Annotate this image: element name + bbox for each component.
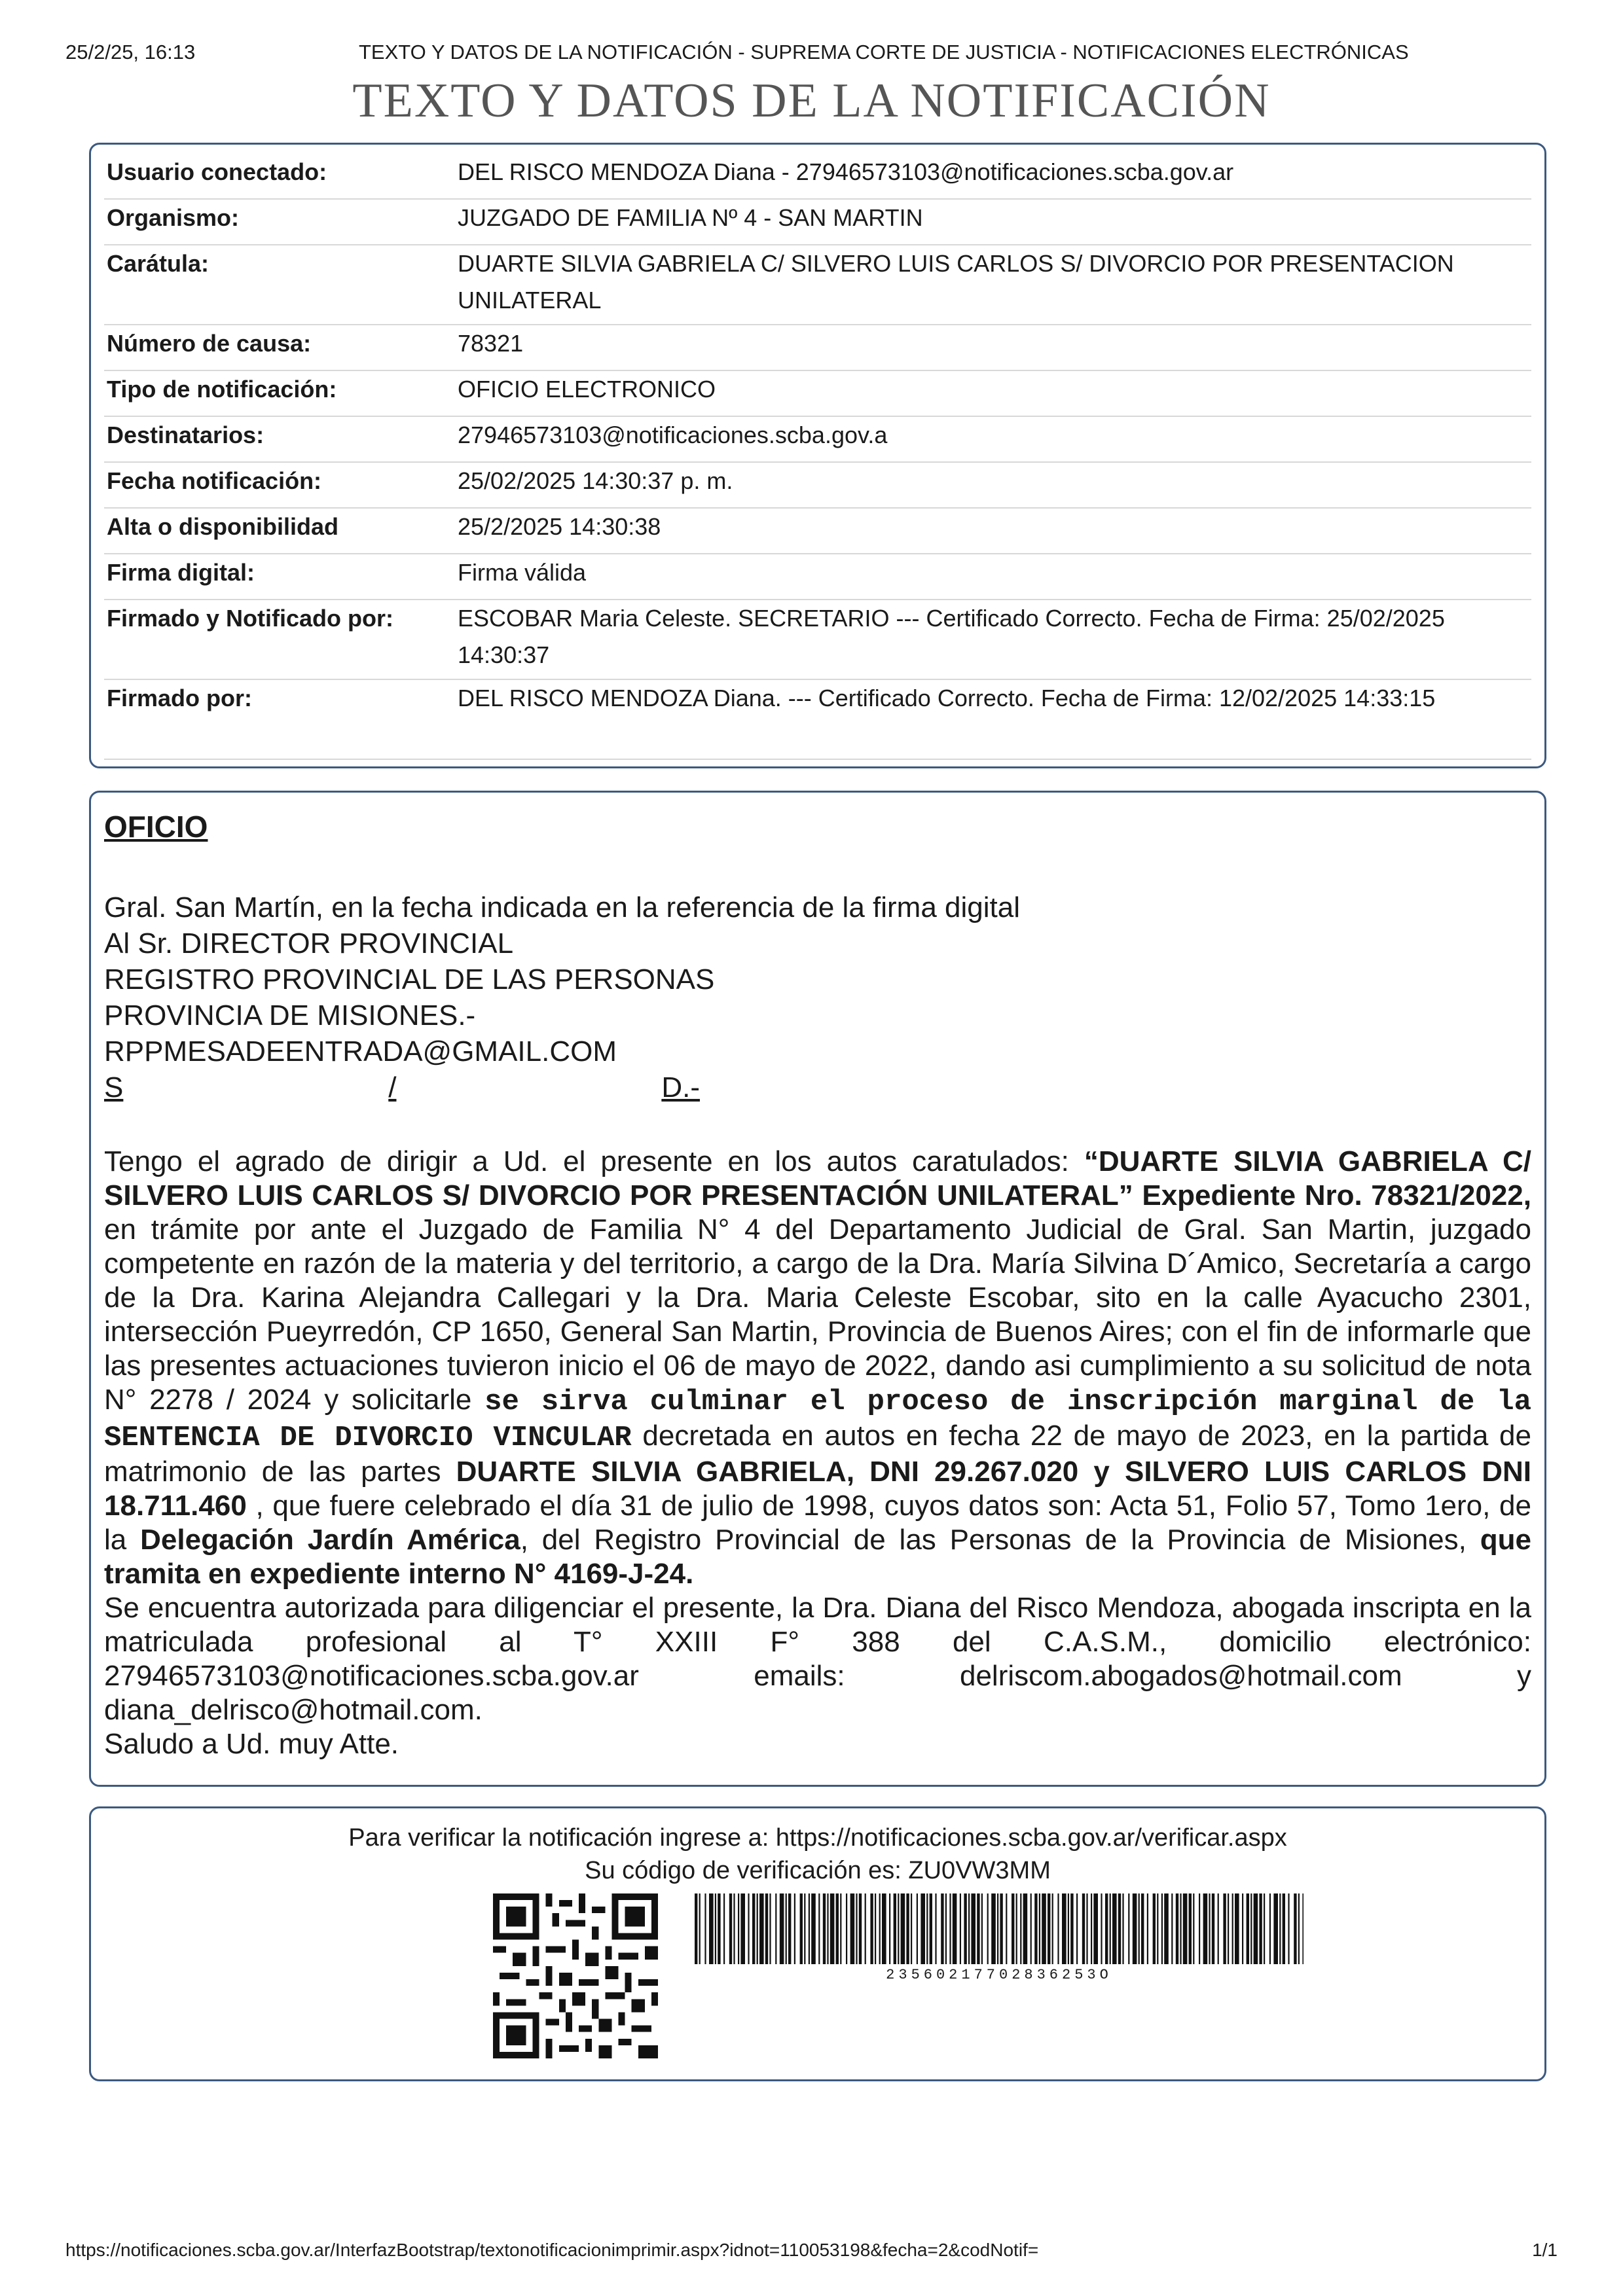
info-value: 27946573103@notificaciones.scba.gov.a [458,422,888,448]
oficio-address [104,889,1531,1105]
info-value: 78321 [458,330,524,357]
text-run: , que fuere celebrado el día 31 de julio de 1998, cuyos datos son: Acta 51, Folio 57, Tomo 1ero, de la [104,1490,1531,1556]
info-value: Firma válida [458,559,587,586]
verify-url-text: Para verificar la notificación ingrese a: https://notificaciones.scba.gov.ar/verificar.aspx [348,1824,1287,1852]
address-line: Al Sr. DIRECTOR PROVINCIAL [104,927,514,960]
oficio-paragraph-1 [104,1145,1531,1591]
info-row-firma-digital [104,554,1531,600]
info-row-alta [104,509,1531,554]
bold-run: DUARTE SILVIA GABRIELA, DNI 29.267.020 y SILVERO LUIS CARLOS DNI 18.711.460 [104,1456,1531,1522]
sd-d: D.- [661,1071,700,1103]
info-value: DEL RISCO MENDOZA Diana - 27946573103@notificaciones.scba.gov.ar [458,158,1234,185]
sd-line [104,1069,700,1105]
info-row-firmado-por [104,680,1531,760]
bold-run: que tramita en expediente interno N° 4169-J-24. [104,1524,1531,1590]
oficio-paragraph-2: Se encuentra autorizada para diligenciar el presente, la Dra. Diana del Risco Mendoza, abogada inscripta en la matriculada profesional al T° XXIII F° 388 del C.A.S.M., domicilio electrónico: 27946573103@notificaciones.scba.gov.ar emails: delriscom.abogados@hotmail.com y diana_delrisco@hotmail.com. [104,1592,1531,1726]
print-header [65,41,1558,67]
oficio-title: OFICIO [104,810,208,844]
info-label: Organismo: [107,204,240,231]
verification-panel [89,1806,1546,2081]
address-line: Gral. San Martín, en la fecha indicada en la referencia de la firma digital [104,891,1020,924]
info-row-tipo [104,371,1531,417]
info-value: 25/2/2025 14:30:38 [458,513,661,540]
qr-code-icon [493,1893,658,2058]
page-title: TEXTO Y DATOS DE LA NOTIFICACIÓN [352,74,1271,128]
oficio-closing: Saludo a Ud. muy Atte. [104,1728,399,1760]
bold-run: se sirva culminar el proceso de inscripción marginal de la SENTENCIA DE DIVORCIO VINCULAR [104,1386,1531,1454]
footer-page-number: 1/1 [1532,2240,1558,2260]
text-run: Tengo el agrado de dirigir a Ud. el presente en los autos caratulados: [104,1145,1084,1177]
info-value: ESCOBAR Maria Celeste. SECRETARIO --- Certificado Correcto. Fecha de Firma: 25/02/2025 14:30:37 [458,605,1445,668]
info-label: Tipo de notificación: [107,376,337,403]
info-value: JUZGADO DE FAMILIA Nº 4 - SAN MARTIN [458,204,923,231]
barcode-number: 23560217702836253O [886,1967,1112,1983]
print-footer [65,2240,1558,2261]
info-label: Firmado y Notificado por: [107,605,394,632]
bold-run: “DUARTE SILVIA GABRIELA C/ SILVERO LUIS CARLOS S/ DIVORCIO POR PRESENTACIÓN UNILATERAL” Expediente Nro. 78321/2022, [104,1145,1531,1211]
bold-run: Delegación Jardín América [140,1524,520,1556]
sd-s: S [104,1071,124,1103]
info-value: DEL RISCO MENDOZA Diana. --- Certificado Correcto. Fecha de Firma: 12/02/2025 14:33:15 [458,685,1436,711]
footer-url: https://notificaciones.scba.gov.ar/InterfazBootstrap/textonotificacionimprimir.aspx?idnot=110053198&fecha=2&codNotif= [65,2240,1039,2260]
text-run: en trámite por ante el Juzgado de Familia N° 4 del Departamento Judicial de Gral. San Martin, juzgado competente en razón de la materia y del territorio, a cargo de la Dra. María Silvina D´Amico, Secretaría a cargo de la Dra. Karina Alejandra Callegari y la Dra. Maria Celeste Escobar, sito en la calle Ayacucho 2301, intersección Pueyrredón, CP 1650, General San Martin, Provincia de Buenos Aires; con el fin de informarle que las presentes actuaciones tuvieron inicio el 06 de mayo de 2022, dando asi cumplimiento a su solicitud de nota N° 2278 / 2024 y solicitarle [104,1213,1531,1416]
info-row-firmado-notificado [104,600,1531,680]
info-row-fecha [104,463,1531,509]
notification-data-panel [89,143,1546,768]
info-label: Firmado por: [107,685,252,711]
info-value: OFICIO ELECTRONICO [458,376,716,403]
info-row-destinatarios [104,417,1531,463]
info-value: DUARTE SILVIA GABRIELA C/ SILVERO LUIS CARLOS S/ DIVORCIO POR PRESENTACION UNILATERAL [458,250,1454,314]
text-run: decretada en autos en fecha 22 de mayo de 2023, en la partida de matrimonio de las partes [104,1420,1531,1488]
info-row-caratula [104,245,1531,325]
info-label: Alta o disponibilidad [107,513,338,540]
info-label: Usuario conectado: [107,158,327,185]
barcode-icon [695,1893,1304,1964]
verify-code-text: Su código de verificación es: ZU0VW3MM [585,1857,1051,1884]
info-row-organismo [104,200,1531,245]
print-header-title: TEXTO Y DATOS DE LA NOTIFICACIÓN - SUPREMA CORTE DE JUSTICIA - NOTIFICACIONES ELECTRÓNICAS [359,41,1409,63]
info-label: Firma digital: [107,559,255,586]
address-line: PROVINCIA DE MISIONES.- [104,999,476,1031]
sd-slash: / [388,1071,397,1103]
address-line: REGISTRO PROVINCIAL DE LAS PERSONAS [104,963,715,996]
info-label: Destinatarios: [107,422,264,448]
info-label: Carátula: [107,250,210,277]
info-row-numero-causa [104,325,1531,371]
oficio-panel [89,791,1546,1787]
info-label: Número de causa: [107,330,312,357]
info-row-usuario [104,154,1531,200]
info-label: Fecha notificación: [107,467,322,494]
info-value: 25/02/2025 14:30:37 p. m. [458,467,733,494]
address-line: RPPMESADEENTRADA@GMAIL.COM [104,1035,617,1067]
oficio-body [104,1145,1531,1761]
print-datetime: 25/2/25, 16:13 [65,41,196,63]
text-run: , del Registro Provincial de las Personas de la Provincia de Misiones, [520,1524,1480,1556]
